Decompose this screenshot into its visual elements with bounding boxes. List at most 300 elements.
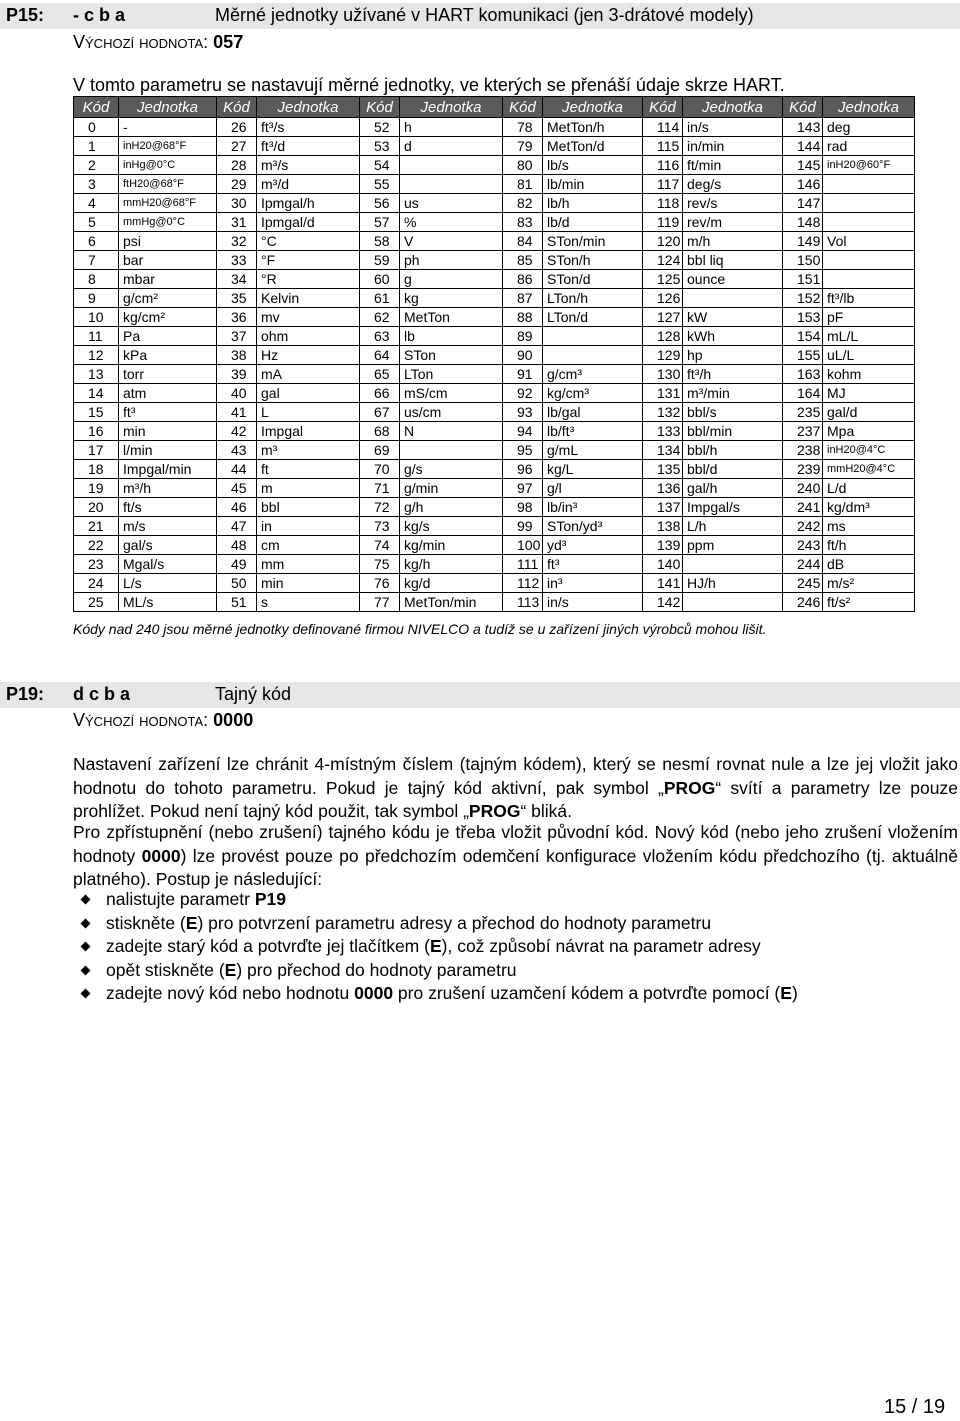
unit-name: ft³/h (683, 365, 783, 384)
table-row (74, 479, 915, 498)
unit-name: ft (257, 460, 360, 479)
unit-code: 28 (217, 156, 257, 175)
unit-code: 57 (360, 213, 400, 232)
unit-name: - (119, 118, 217, 137)
unit-name: m³/s (257, 156, 360, 175)
unit-name: ft³/d (257, 137, 360, 156)
unit-code: 138 (643, 517, 683, 536)
p19-para2-text-a: Pro zpřístupnění (nebo zrušení) tajného kódu je třeba vložit původní kód. Nový kód (nebo jeho zrušení vložením hodnoty (73, 822, 958, 866)
unit-code: 26 (217, 118, 257, 137)
unit-name: in/min (683, 137, 783, 156)
unit-code: 3 (74, 175, 119, 194)
table-row (74, 593, 915, 612)
unit-name: gal/h (683, 479, 783, 498)
unit-code: 76 (360, 574, 400, 593)
unit-name: gal/d (823, 403, 915, 422)
unit-name: mmH20@4°C (823, 460, 915, 479)
unit-code: 142 (643, 593, 683, 612)
unit-name: inHg@0°C (119, 156, 217, 175)
unit-code: 33 (217, 251, 257, 270)
unit-code: 44 (217, 460, 257, 479)
unit-name: g/cm³ (543, 365, 643, 384)
unit-name: m³/d (257, 175, 360, 194)
list-item (73, 912, 798, 936)
unit-code: 55 (360, 175, 400, 194)
unit-code: 8 (74, 270, 119, 289)
unit-name: hp (683, 346, 783, 365)
unit-code: 23 (74, 555, 119, 574)
unit-code: 120 (643, 232, 683, 251)
unit-code: 141 (643, 574, 683, 593)
unit-code: 128 (643, 327, 683, 346)
unit-name: torr (119, 365, 217, 384)
unit-code: 74 (360, 536, 400, 555)
bullet-diamond-icon (81, 942, 91, 952)
unit-code: 124 (643, 251, 683, 270)
unit-name: °C (257, 232, 360, 251)
table-row (74, 460, 915, 479)
unit-code: 129 (643, 346, 683, 365)
unit-name: ft/h (823, 536, 915, 555)
unit-name: kWh (683, 327, 783, 346)
unit-name: us/cm (400, 403, 503, 422)
unit-name: h (400, 118, 503, 137)
page-number: 15 / 19 (884, 1396, 946, 1418)
p19-header-bar (0, 682, 960, 708)
unit-name (543, 346, 643, 365)
unit-code: 147 (783, 194, 823, 213)
unit-name: kg/h (400, 555, 503, 574)
list-item (73, 959, 798, 983)
unit-code: 240 (783, 479, 823, 498)
unit-code: 14 (74, 384, 119, 403)
unit-name: lb/ft³ (543, 422, 643, 441)
p19-default-value: 0000 (213, 710, 254, 730)
unit-code: 136 (643, 479, 683, 498)
unit-code: 84 (503, 232, 543, 251)
unit-name: kg/cm² (119, 308, 217, 327)
unit-code: 6 (74, 232, 119, 251)
unit-name: kg/cm³ (543, 384, 643, 403)
unit-code: 27 (217, 137, 257, 156)
column-header-unit: Jednotka (119, 97, 217, 118)
unit-code: 53 (360, 137, 400, 156)
unit-code: 20 (74, 498, 119, 517)
step-text-b: E (185, 912, 198, 933)
step-text-e: ) (791, 983, 798, 1003)
unit-name: STon (400, 346, 503, 365)
unit-code: 119 (643, 213, 683, 232)
unit-code: 239 (783, 460, 823, 479)
unit-code: 151 (783, 270, 823, 289)
unit-code: 244 (783, 555, 823, 574)
step-text-b: E (224, 959, 237, 980)
unit-code: 111 (503, 555, 543, 574)
unit-name: rev/m (683, 213, 783, 232)
unit-code: 78 (503, 118, 543, 137)
table-row (74, 270, 915, 289)
unit-name: m/h (683, 232, 783, 251)
unit-name: mA (257, 365, 360, 384)
unit-code: 68 (360, 422, 400, 441)
unit-code: 41 (217, 403, 257, 422)
list-item (73, 982, 798, 1006)
unit-name: g/l (543, 479, 643, 498)
unit-name: ft³ (119, 403, 217, 422)
unit-name: STon/yd³ (543, 517, 643, 536)
unit-code: 58 (360, 232, 400, 251)
list-item (73, 888, 798, 912)
unit-code: 67 (360, 403, 400, 422)
column-header-unit: Jednotka (823, 97, 915, 118)
unit-name: °F (257, 251, 360, 270)
step-text-c: ) pro potvrzení parametru adresy a přechod do hodnoty parametru (197, 912, 712, 933)
unit-code: 154 (783, 327, 823, 346)
step-text-a: stiskněte ( (106, 912, 186, 933)
unit-code: 31 (217, 213, 257, 232)
unit-code: 134 (643, 441, 683, 460)
table-row (74, 327, 915, 346)
unit-code: 89 (503, 327, 543, 346)
unit-name: mv (257, 308, 360, 327)
bullet-diamond-icon (81, 965, 91, 975)
unit-name: g/min (400, 479, 503, 498)
unit-name: mbar (119, 270, 217, 289)
unit-code: 15 (74, 403, 119, 422)
unit-code: 32 (217, 232, 257, 251)
unit-code: 21 (74, 517, 119, 536)
unit-code: 113 (503, 593, 543, 612)
unit-name: min (257, 574, 360, 593)
p19-para1-text-a: Nastavení zařízení lze chránit 4-místným číslem (tajným kódem), který se nesmí rovnat nule a lze jej vložit jako hodnotu do tohoto parametru. Pokud je tajný kód aktivní, pak symbol „ (73, 754, 958, 798)
p15-note: Kódy nad 240 jsou měrné jednotky definované firmou NIVELCO a tudíž se u zařízení jiných výrobců mohou lišit. (73, 621, 767, 637)
table-row (74, 175, 915, 194)
unit-code: 52 (360, 118, 400, 137)
unit-code: 22 (74, 536, 119, 555)
unit-name (823, 270, 915, 289)
unit-name (683, 555, 783, 574)
unit-name: us (400, 194, 503, 213)
table-row (74, 137, 915, 156)
unit-name: in/s (683, 118, 783, 137)
unit-name: lb (400, 327, 503, 346)
table-row (74, 555, 915, 574)
unit-name (823, 175, 915, 194)
unit-name: bbl liq (683, 251, 783, 270)
unit-name: m³/min (683, 384, 783, 403)
unit-code: 148 (783, 213, 823, 232)
column-header-code: Kód (643, 97, 683, 118)
unit-code: 237 (783, 422, 823, 441)
unit-name: V (400, 232, 503, 251)
unit-name: kg (400, 289, 503, 308)
unit-name: d (400, 137, 503, 156)
prog-symbol: PROG (468, 801, 521, 821)
p19-para2-text-b: ) lze provést pouze po předchozím odemčení konfigurace vložením kódu předchozího (tj. aktuálně platného). Postup je následující: (73, 845, 959, 889)
unit-name: dB (823, 555, 915, 574)
column-header-code: Kód (503, 97, 543, 118)
unit-name: ftH20@68°F (119, 175, 217, 194)
unit-code: 94 (503, 422, 543, 441)
unit-name: Impgal/s (683, 498, 783, 517)
unit-code: 149 (783, 232, 823, 251)
unit-code: 45 (217, 479, 257, 498)
table-row (74, 213, 915, 232)
unit-name: lb/s (543, 156, 643, 175)
unit-code: 34 (217, 270, 257, 289)
unit-code: 40 (217, 384, 257, 403)
unit-code: 97 (503, 479, 543, 498)
table-row (74, 422, 915, 441)
unit-name: ohm (257, 327, 360, 346)
unit-code: 117 (643, 175, 683, 194)
table-row (74, 289, 915, 308)
unit-code: 37 (217, 327, 257, 346)
unit-code: 0 (74, 118, 119, 137)
unit-code: 75 (360, 555, 400, 574)
unit-name: Vol (823, 232, 915, 251)
p19-paragraph-2 (73, 821, 958, 892)
unit-name: MetTon/h (543, 118, 643, 137)
unit-name: kW (683, 308, 783, 327)
unit-code: 145 (783, 156, 823, 175)
unit-code: 99 (503, 517, 543, 536)
unit-name (400, 175, 503, 194)
unit-code: 131 (643, 384, 683, 403)
table-row (74, 498, 915, 517)
unit-name: lb/h (543, 194, 643, 213)
p19-para1-text-c: “ bliká. (520, 801, 572, 821)
p19-title: Tajný kód (215, 684, 292, 704)
unit-name: psi (119, 232, 217, 251)
unit-name: kohm (823, 365, 915, 384)
bullet-diamond-icon (81, 989, 91, 999)
table-row (74, 517, 915, 536)
unit-name: Impgal (257, 422, 360, 441)
unit-code: 135 (643, 460, 683, 479)
unit-name: ft³/lb (823, 289, 915, 308)
unit-code: 155 (783, 346, 823, 365)
step-text-a: zadejte nový kód nebo hodnotu (106, 983, 355, 1003)
table-row (74, 251, 915, 270)
unit-name: MJ (823, 384, 915, 403)
unit-code: 43 (217, 441, 257, 460)
unit-name: rad (823, 137, 915, 156)
unit-code: 62 (360, 308, 400, 327)
column-header-code: Kód (783, 97, 823, 118)
unit-code: 46 (217, 498, 257, 517)
unit-name: HJ/h (683, 574, 783, 593)
unit-code: 71 (360, 479, 400, 498)
column-header-unit: Jednotka (683, 97, 783, 118)
column-header-code: Kód (217, 97, 257, 118)
unit-code: 86 (503, 270, 543, 289)
unit-code: 7 (74, 251, 119, 270)
unit-name: m³/h (119, 479, 217, 498)
unit-code: 139 (643, 536, 683, 555)
unit-code: 12 (74, 346, 119, 365)
unit-code: 80 (503, 156, 543, 175)
unit-code: 116 (643, 156, 683, 175)
unit-name: uL/L (823, 346, 915, 365)
p15-default-label: Výchozí hodnota (73, 32, 204, 52)
unit-code: 146 (783, 175, 823, 194)
unit-code: 83 (503, 213, 543, 232)
unit-name: ft/s (119, 498, 217, 517)
unit-name: ft³ (543, 555, 643, 574)
unit-code: 66 (360, 384, 400, 403)
unit-name: l/min (119, 441, 217, 460)
unit-name: Impgal/min (119, 460, 217, 479)
unit-code: 126 (643, 289, 683, 308)
unit-name: g/h (400, 498, 503, 517)
p15-title: Měrné jednotky užívané v HART komunikaci (jen 3-drátové modely) (215, 5, 754, 25)
p15-digits: - c b a (73, 5, 126, 25)
table-row (74, 346, 915, 365)
unit-name: lb/gal (543, 403, 643, 422)
unit-code: 30 (217, 194, 257, 213)
unit-code: 47 (217, 517, 257, 536)
p19-paragraph-1 (73, 753, 958, 824)
unit-code: 163 (783, 365, 823, 384)
unit-code: 130 (643, 365, 683, 384)
unit-name: Mgal/s (119, 555, 217, 574)
unit-name: L/s (119, 574, 217, 593)
step-text-a: zadejte starý kód a potvrďte jej tlačítkem ( (106, 936, 430, 956)
unit-code: 137 (643, 498, 683, 517)
table-row (74, 194, 915, 213)
unit-name: STon/min (543, 232, 643, 251)
unit-code: 72 (360, 498, 400, 517)
table-row (74, 403, 915, 422)
unit-name: ML/s (119, 593, 217, 612)
unit-name: STon/h (543, 251, 643, 270)
unit-code: 51 (217, 593, 257, 612)
p19-default-label: Výchozí hodnota (73, 710, 204, 730)
unit-code: 246 (783, 593, 823, 612)
column-header-code: Kód (74, 97, 119, 118)
p19-para1-text-b: “ svítí a parametry lze pouze prohlížet. Pokud není tajný kód použit, tak symbol „ (73, 777, 958, 821)
units-table-header (74, 97, 915, 118)
unit-name: rev/s (683, 194, 783, 213)
unit-code: 91 (503, 365, 543, 384)
unit-name: cm (257, 536, 360, 555)
unit-code: 56 (360, 194, 400, 213)
unit-code: 19 (74, 479, 119, 498)
unit-name: % (400, 213, 503, 232)
bullet-diamond-icon (81, 895, 91, 905)
unit-code: 143 (783, 118, 823, 137)
table-row (74, 536, 915, 555)
unit-code: 235 (783, 403, 823, 422)
unit-name: kg/d (400, 574, 503, 593)
step-text-c: ), což způsobí návrat na parametr adresy (441, 936, 761, 956)
unit-code: 39 (217, 365, 257, 384)
unit-code: 10 (74, 308, 119, 327)
unit-name: L/h (683, 517, 783, 536)
table-row (74, 384, 915, 403)
unit-name: g (400, 270, 503, 289)
unit-code: 25 (74, 593, 119, 612)
unit-name: bbl/h (683, 441, 783, 460)
unit-code: 2 (74, 156, 119, 175)
step-text-a: nalistujte parametr (106, 889, 255, 909)
unit-name: deg (823, 118, 915, 137)
unit-code: 1 (74, 137, 119, 156)
unit-name: Hz (257, 346, 360, 365)
unit-code: 238 (783, 441, 823, 460)
unit-name: ft/min (683, 156, 783, 175)
unit-code: 118 (643, 194, 683, 213)
unit-name: mS/cm (400, 384, 503, 403)
unit-name: deg/s (683, 175, 783, 194)
unit-code: 241 (783, 498, 823, 517)
step-text-c: pro zrušení uzamčení kódem a potvrďte pomocí ( (393, 983, 781, 1003)
table-row (74, 308, 915, 327)
step-text-b: 0000 (354, 983, 394, 1003)
unit-code: 81 (503, 175, 543, 194)
unit-code: 87 (503, 289, 543, 308)
unit-code: 18 (74, 460, 119, 479)
unit-name (683, 593, 783, 612)
unit-code: 144 (783, 137, 823, 156)
unit-name (823, 213, 915, 232)
unit-name: lb/in³ (543, 498, 643, 517)
unit-name: m/s (119, 517, 217, 536)
unit-code: 24 (74, 574, 119, 593)
unit-code: 100 (503, 536, 543, 555)
unit-name: atm (119, 384, 217, 403)
unit-code: 98 (503, 498, 543, 517)
table-row (74, 365, 915, 384)
unit-name (543, 327, 643, 346)
unit-code: 88 (503, 308, 543, 327)
unit-code: 63 (360, 327, 400, 346)
unit-name: pF (823, 308, 915, 327)
unit-name: ft/s² (823, 593, 915, 612)
unit-code: 114 (643, 118, 683, 137)
step-text-b: P19 (254, 889, 286, 909)
unit-name: mL/L (823, 327, 915, 346)
column-header-unit: Jednotka (257, 97, 360, 118)
unit-code: 245 (783, 574, 823, 593)
table-row (74, 232, 915, 251)
unit-code: 69 (360, 441, 400, 460)
unit-name: °R (257, 270, 360, 289)
list-item (73, 935, 798, 959)
unit-name: lb/min (543, 175, 643, 194)
unit-code: 16 (74, 422, 119, 441)
unit-name: mm (257, 555, 360, 574)
prog-symbol: PROG (663, 777, 716, 798)
unit-code: 96 (503, 460, 543, 479)
unit-name: MetTon (400, 308, 503, 327)
unit-name: m/s² (823, 574, 915, 593)
unit-code: 17 (74, 441, 119, 460)
p19-default: Výchozí hodnota: 0000 (73, 710, 254, 730)
unit-name: ounce (683, 270, 783, 289)
unit-name: g/cm² (119, 289, 217, 308)
unit-code: 79 (503, 137, 543, 156)
unit-code: 140 (643, 555, 683, 574)
unit-code: 112 (503, 574, 543, 593)
unit-name: Ipmgal/h (257, 194, 360, 213)
unit-name: min (119, 422, 217, 441)
unit-code: 5 (74, 213, 119, 232)
table-row (74, 574, 915, 593)
unit-code: 49 (217, 555, 257, 574)
units-table (73, 96, 915, 612)
